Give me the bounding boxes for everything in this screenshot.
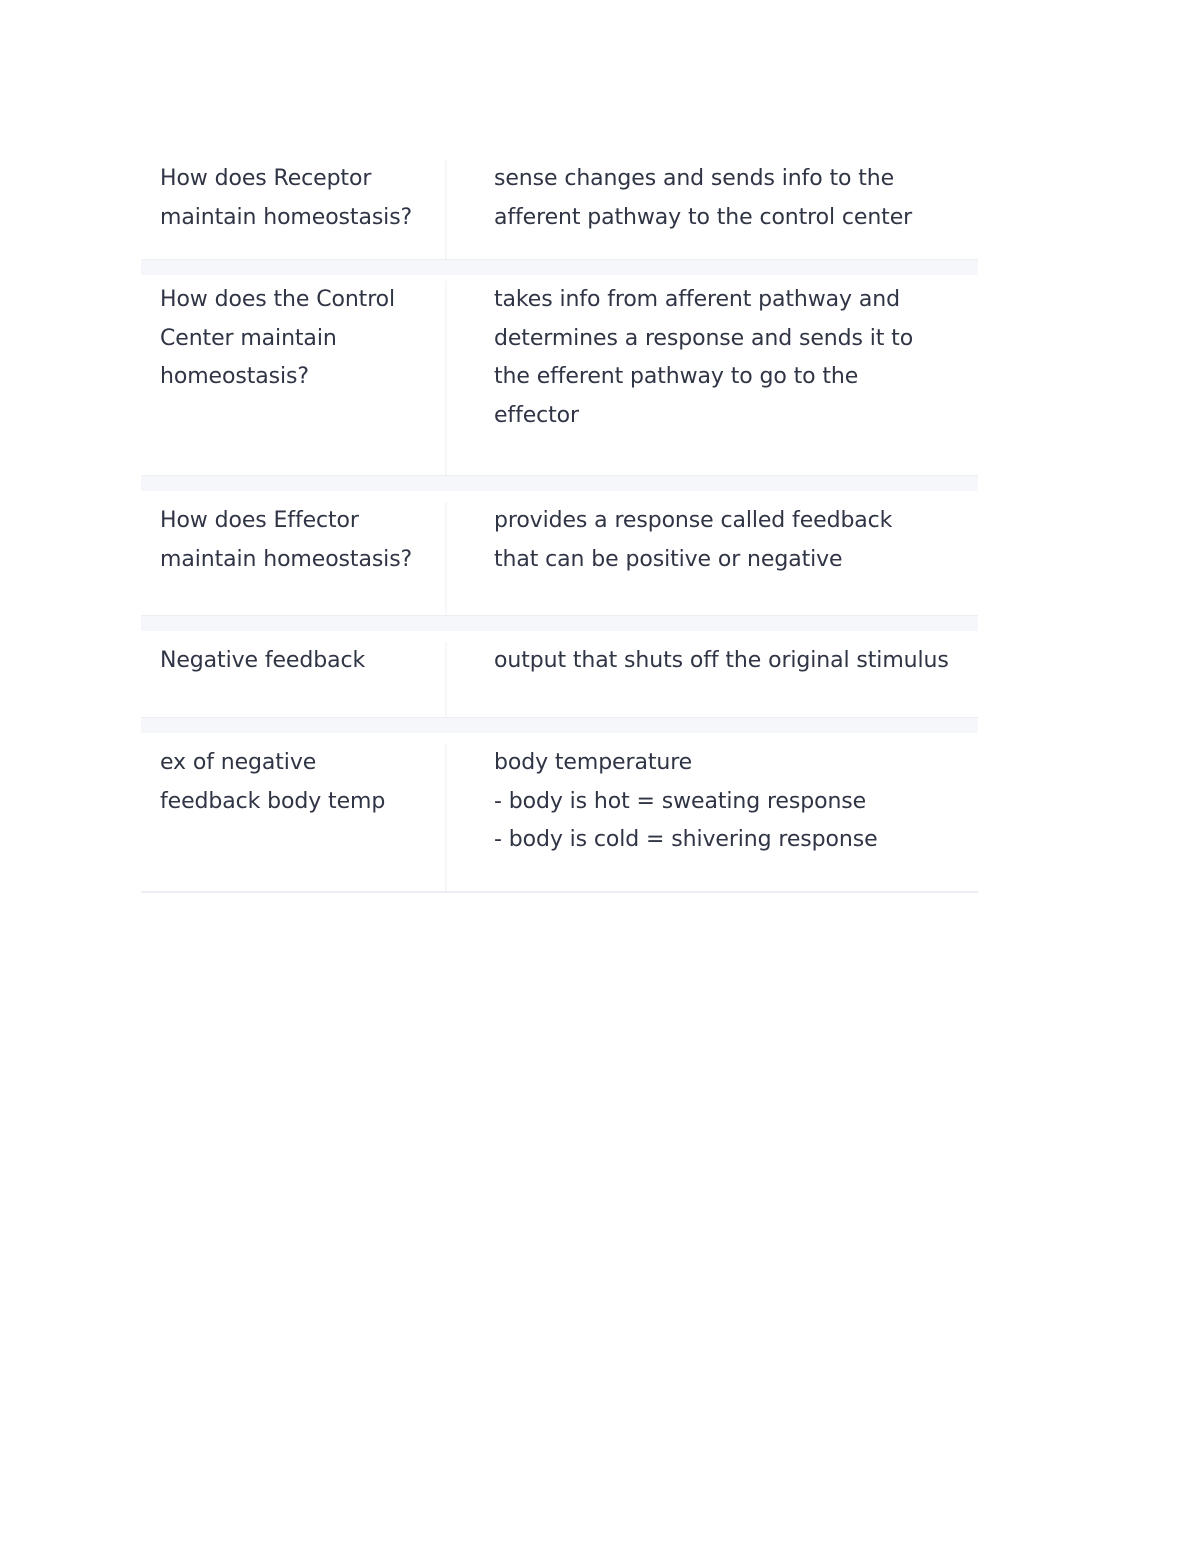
card-separator [141,475,978,491]
card-definition: provides a response called feedback that can be positive or negative [494,508,893,572]
card-separator [141,717,978,733]
card-separator [141,259,978,275]
card-definition: output that shuts off the original stimulus [494,648,949,673]
card-term: How does Receptor maintain homeostasis? [141,160,447,259]
card-definition: takes info from afferent pathway and determines a response and sends it to the efferent pathway to go to the effector [494,287,914,428]
card-definition: sense changes and sends info to the afferent pathway to the control center [494,166,913,230]
flashcard [141,155,978,259]
flashcard [141,275,978,475]
card-term: How does the Control Center maintain homeostasis? [141,281,447,475]
flashcard [141,491,978,615]
card-term: ex of negative feedback body temp [141,744,447,891]
list-bottom-border [141,891,978,893]
card-term: How does Effector maintain homeostasis? [141,502,447,615]
flashcard-list [141,155,978,893]
card-separator [141,615,978,631]
card-term: Negative feedback [141,642,447,717]
flashcard [141,631,978,717]
flashcard [141,733,978,891]
card-definition: body temperature - body is hot = sweating response - body is cold = shivering response [494,750,878,852]
